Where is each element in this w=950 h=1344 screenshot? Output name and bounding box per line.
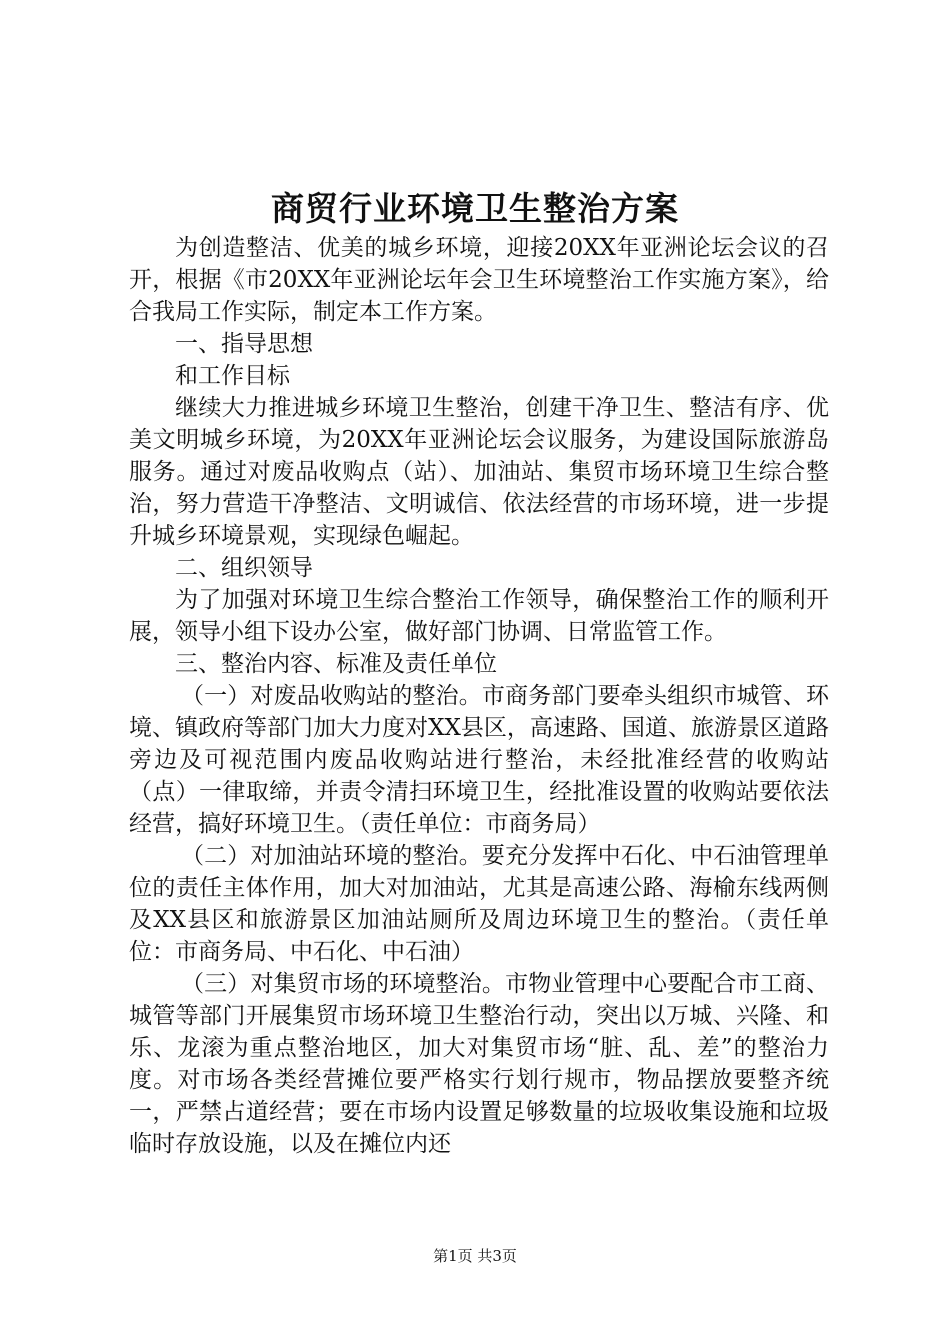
heading-content-standards: 三、整治内容、标准及责任单位 <box>175 651 497 677</box>
document-body <box>129 232 829 1160</box>
paragraph-item-1: （一）对废品收购站的整治。市商务部门要牵头组织市城管、环境、镇政府等部门加大力度对XX县区，高速路、国道、旅游景区道路旁边及可视范围内废品收购站进行整治，未经批准经营的收购站（点）一律取缔，并责令清扫环境卫生，经批准设置的收购站要依法经营，搞好环境卫生。（责任单位：市商务局） <box>129 683 829 837</box>
heading-work-goals: 和工作目标 <box>175 363 290 389</box>
paragraph-goals: 继续大力推进城乡环境卫生整治，创建干净卫生、整洁有序、优美文明城乡环境，为20XX年亚洲论坛会议服务，为建设国际旅游岛服务。通过对废品收购点（站）、加油站、集贸市场环境卫生综合整治，努力营造干净整洁、文明诚信、依法经营的市场环境，进一步提升城乡环境景观，实现绿色崛起。 <box>129 395 829 549</box>
page-footer: 第1页 共3页 <box>433 1247 517 1265</box>
paragraph-item-3: （三）对集贸市场的环境整治。市物业管理中心要配合市工商、城管等部门开展集贸市场环境卫生整治行动，突出以万城、兴隆、和乐、龙滚为重点整治地区，加大对集贸市场“脏、乱、差”的整治力度。对市场各类经营摊位要严格实行划行规市，物品摆放要整齐统一，严禁占道经营；要在市场内设置足够数量的垃圾收集设施和垃圾临时存放设施，以及在摊位内还 <box>129 971 829 1157</box>
paragraph-intro: 为创造整洁、优美的城乡环境，迎接20XX年亚洲论坛会议的召开，根据《市20XX年亚洲论坛年会卫生环境整治工作实施方案》，给合我局工作实际，制定本工作方案。 <box>129 235 829 325</box>
heading-organization: 二、组织领导 <box>175 555 313 581</box>
document-title: 商贸行业环境卫生整治方案 <box>271 189 679 228</box>
heading-guiding-thought: 一、指导思想 <box>175 331 313 357</box>
paragraph-item-2: （二）对加油站环境的整治。要充分发挥中石化、中石油管理单位的责任主体作用，加大对加油站，尤其是高速公路、海榆东线两侧及XX县区和旅游景区加油站厕所及周边环境卫生的整治。（责任单位：市商务局、中石化、中石油） <box>129 843 829 965</box>
paragraph-organization: 为了加强对环境卫生综合整治工作领导，确保整治工作的顺利开展，领导小组下设办公室，做好部门协调、日常监管工作。 <box>129 587 829 645</box>
